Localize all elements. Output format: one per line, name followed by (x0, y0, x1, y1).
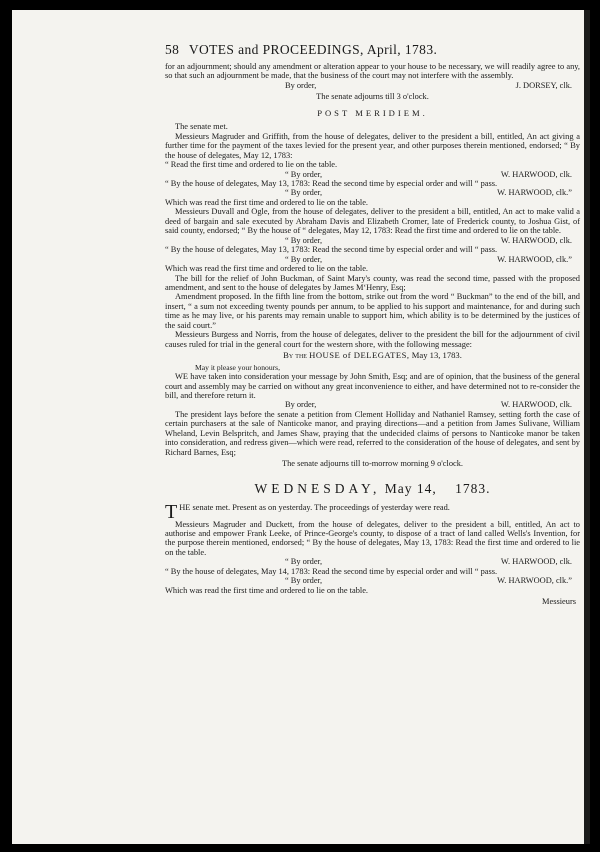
bill-two-which: Which was read the first time and ordered to lie on the table. (165, 264, 369, 274)
header-year: 1783. (404, 42, 438, 57)
signature-name: W. HARWOOD, clk.” (497, 576, 572, 586)
signature-name: W. HARWOOD, clk. (500, 400, 572, 410)
running-title: VOTES and PROCEEDINGS, (188, 42, 364, 57)
signature-line (165, 188, 580, 197)
wed-opening (165, 500, 580, 523)
adjourn-note: The senate adjourns till 3 o'clock. (316, 92, 429, 102)
page-header (165, 42, 580, 58)
paragraph-adjournment: for an adjournment; should any amendment or alteration appear to your house to be necessary, we will readily agree to any, so that such an adjournment be made, that the business of the court may not interfere with the assembly. (165, 62, 580, 81)
bill-one-second: “ By the house of delegates, May 13, 1783: Read the second time by especial order and will “ pass. (165, 178, 498, 188)
day-date: May 14, (384, 480, 437, 496)
day-year: 1783. (455, 480, 491, 496)
signature-by: “ By order, (285, 235, 323, 245)
signature-by: “ By order, (285, 169, 323, 179)
hod-by: By the (283, 350, 307, 361)
buckman-bill: The bill for the relief of John Buckman, of Saint Mary's county, was read the second time, passed with the proposed amendment, and sent to the house of delegates by James M‘Henry, Esq; (165, 273, 580, 292)
bill-two-second: “ By the house of delegates, May 13, 1783: Read the second time by especial order and will “ pass. (165, 245, 498, 255)
wed-bill-which: Which was read the first time and ordered to lie on the table. (165, 585, 369, 595)
day-heading (165, 481, 580, 497)
page-content (165, 42, 580, 607)
hod-house: HOUSE of DELEGATES, (309, 350, 410, 361)
signature-name: W. HARWOOD, clk. (500, 557, 572, 567)
petition-paragraph: The president lays before the senate a petition from Clement Holliday and Nathaniel Ramsey, setting forth the case of certain purchasers at the sale of Nanticoke manor, and praying directions—and a petition from James Sulivane, William Wheland, Levin Belspritch, and James Shaw, praying that the undecided claims of persons to Nanticoke manor be taken into consideration, and redress given—which were read, referred to the consideration of the house of delegates, and sent by Richard Barnes, Esq; (165, 409, 580, 457)
day-name: WEDNESDAY, (254, 480, 381, 496)
signature-name: W. HARWOOD, clk. (500, 235, 572, 245)
header-month: April, (366, 42, 402, 57)
amendment-proposed: Amendment proposed. In the fifth line from the bottom, strike out from the word “ Buckman” to the end of the bill, and insert, “ a sum not exceeding twenty pounds per annum, to be applied to his support and maintenance, for and during such time as he may live, or his parents may remain unable to support him, which ability is to be determined by the justices of the said court.” (165, 292, 580, 330)
signature-name: W. HARWOOD, clk. (500, 169, 572, 179)
signature-by: By order, (285, 400, 317, 410)
drop-cap: T (165, 500, 178, 523)
page-edge-shadow (584, 10, 590, 844)
signature-line (165, 576, 580, 585)
bill-one-which: Which was read the first time and ordered to lie on the table. (165, 197, 369, 207)
senate-met: The senate met. (175, 122, 228, 132)
page-number: 58 (165, 42, 180, 57)
hod-date: May 13, 1783. (411, 350, 462, 361)
signature-line (165, 557, 580, 566)
signature-line (165, 236, 580, 245)
catchword: Messieurs (542, 597, 576, 607)
salutation: May it please your honours, (195, 362, 280, 372)
bill-one-intro: Messieurs Magruder and Griffith, from the house of delegates, deliver to the president a bill, entitled, An act giving a further time for the payment of the taxes levied for the present year, and other purposes therein mentioned, endorsed; “ By the house of delegates, May 12, 1783: (165, 131, 580, 160)
signature-line (165, 255, 580, 264)
adjourn-note: The senate adjourns till to-morrow morning 9 o'clock. (281, 459, 464, 469)
burgess-norris: Messieurs Burgess and Norris, from the house of delegates, deliver to the president the bill for the adjournment of civil causes ruled for trial in the general court for the western shore, with the following message: (165, 330, 580, 349)
bill-one-read: “ Read the first time and ordered to lie on the table. (165, 160, 338, 170)
wed-opening-text: HE senate met. Present as on yesterday. The proceedings of yesterday were read. (179, 502, 450, 512)
wed-bill-intro: Messieurs Magruder and Duckett, from the house of delegates, deliver to the president a bill, entitled, An act to authorise and empower Frank Leeke, of Prince-George's county, to dispose of a tract of land called Wells's Invention, for the purpose therein mentioned, endorsed; “ By the house of delegates, May 13, 1783: Read the first time and ordered to lie on the table. (165, 519, 580, 557)
document-page (12, 10, 586, 844)
section-heading-post-meridiem: POST MERIDIEM. (317, 107, 428, 118)
house-of-delegates-heading (165, 351, 580, 360)
signature-name: W. HARWOOD, clk.” (497, 188, 572, 198)
signature-by: “ By order, (285, 188, 323, 198)
message-text: WE have taken into consideration your message by John Smith, Esq; and are of opinion, that the business of the general court and assembly may be carried on without any great inconvenience to either, and have determined not to re-consider the bill, and therefore return it. (165, 372, 581, 400)
signature-line (165, 170, 580, 179)
signature-name: J. DORSEY, clk. (515, 80, 572, 90)
signature-by: By order, (285, 80, 317, 90)
signature-by: “ By order, (285, 254, 323, 264)
wed-bill-second: “ By the house of delegates, May 14, 1783: Read the second time by especial order and will “ pass. (165, 566, 498, 576)
signature-name: W. HARWOOD, clk.” (497, 254, 572, 264)
signature-line (165, 81, 580, 90)
bill-two-intro: Messieurs Duvall and Ogle, from the house of delegates, deliver to the president a bill, entitled, An act to make valid a deed of bargain and sale executed by Abraham Davis and Elizabeth Cromer, late of Frederick county, to Joshua Gist, of said county, endorsed; “ By the house of “ delegates, May 12, 1783: Read the first time and ordered to lie on the table. (165, 207, 580, 236)
signature-by: “ By order, (285, 557, 323, 567)
signature-by: “ By order, (285, 576, 323, 586)
signature-line (165, 400, 580, 409)
